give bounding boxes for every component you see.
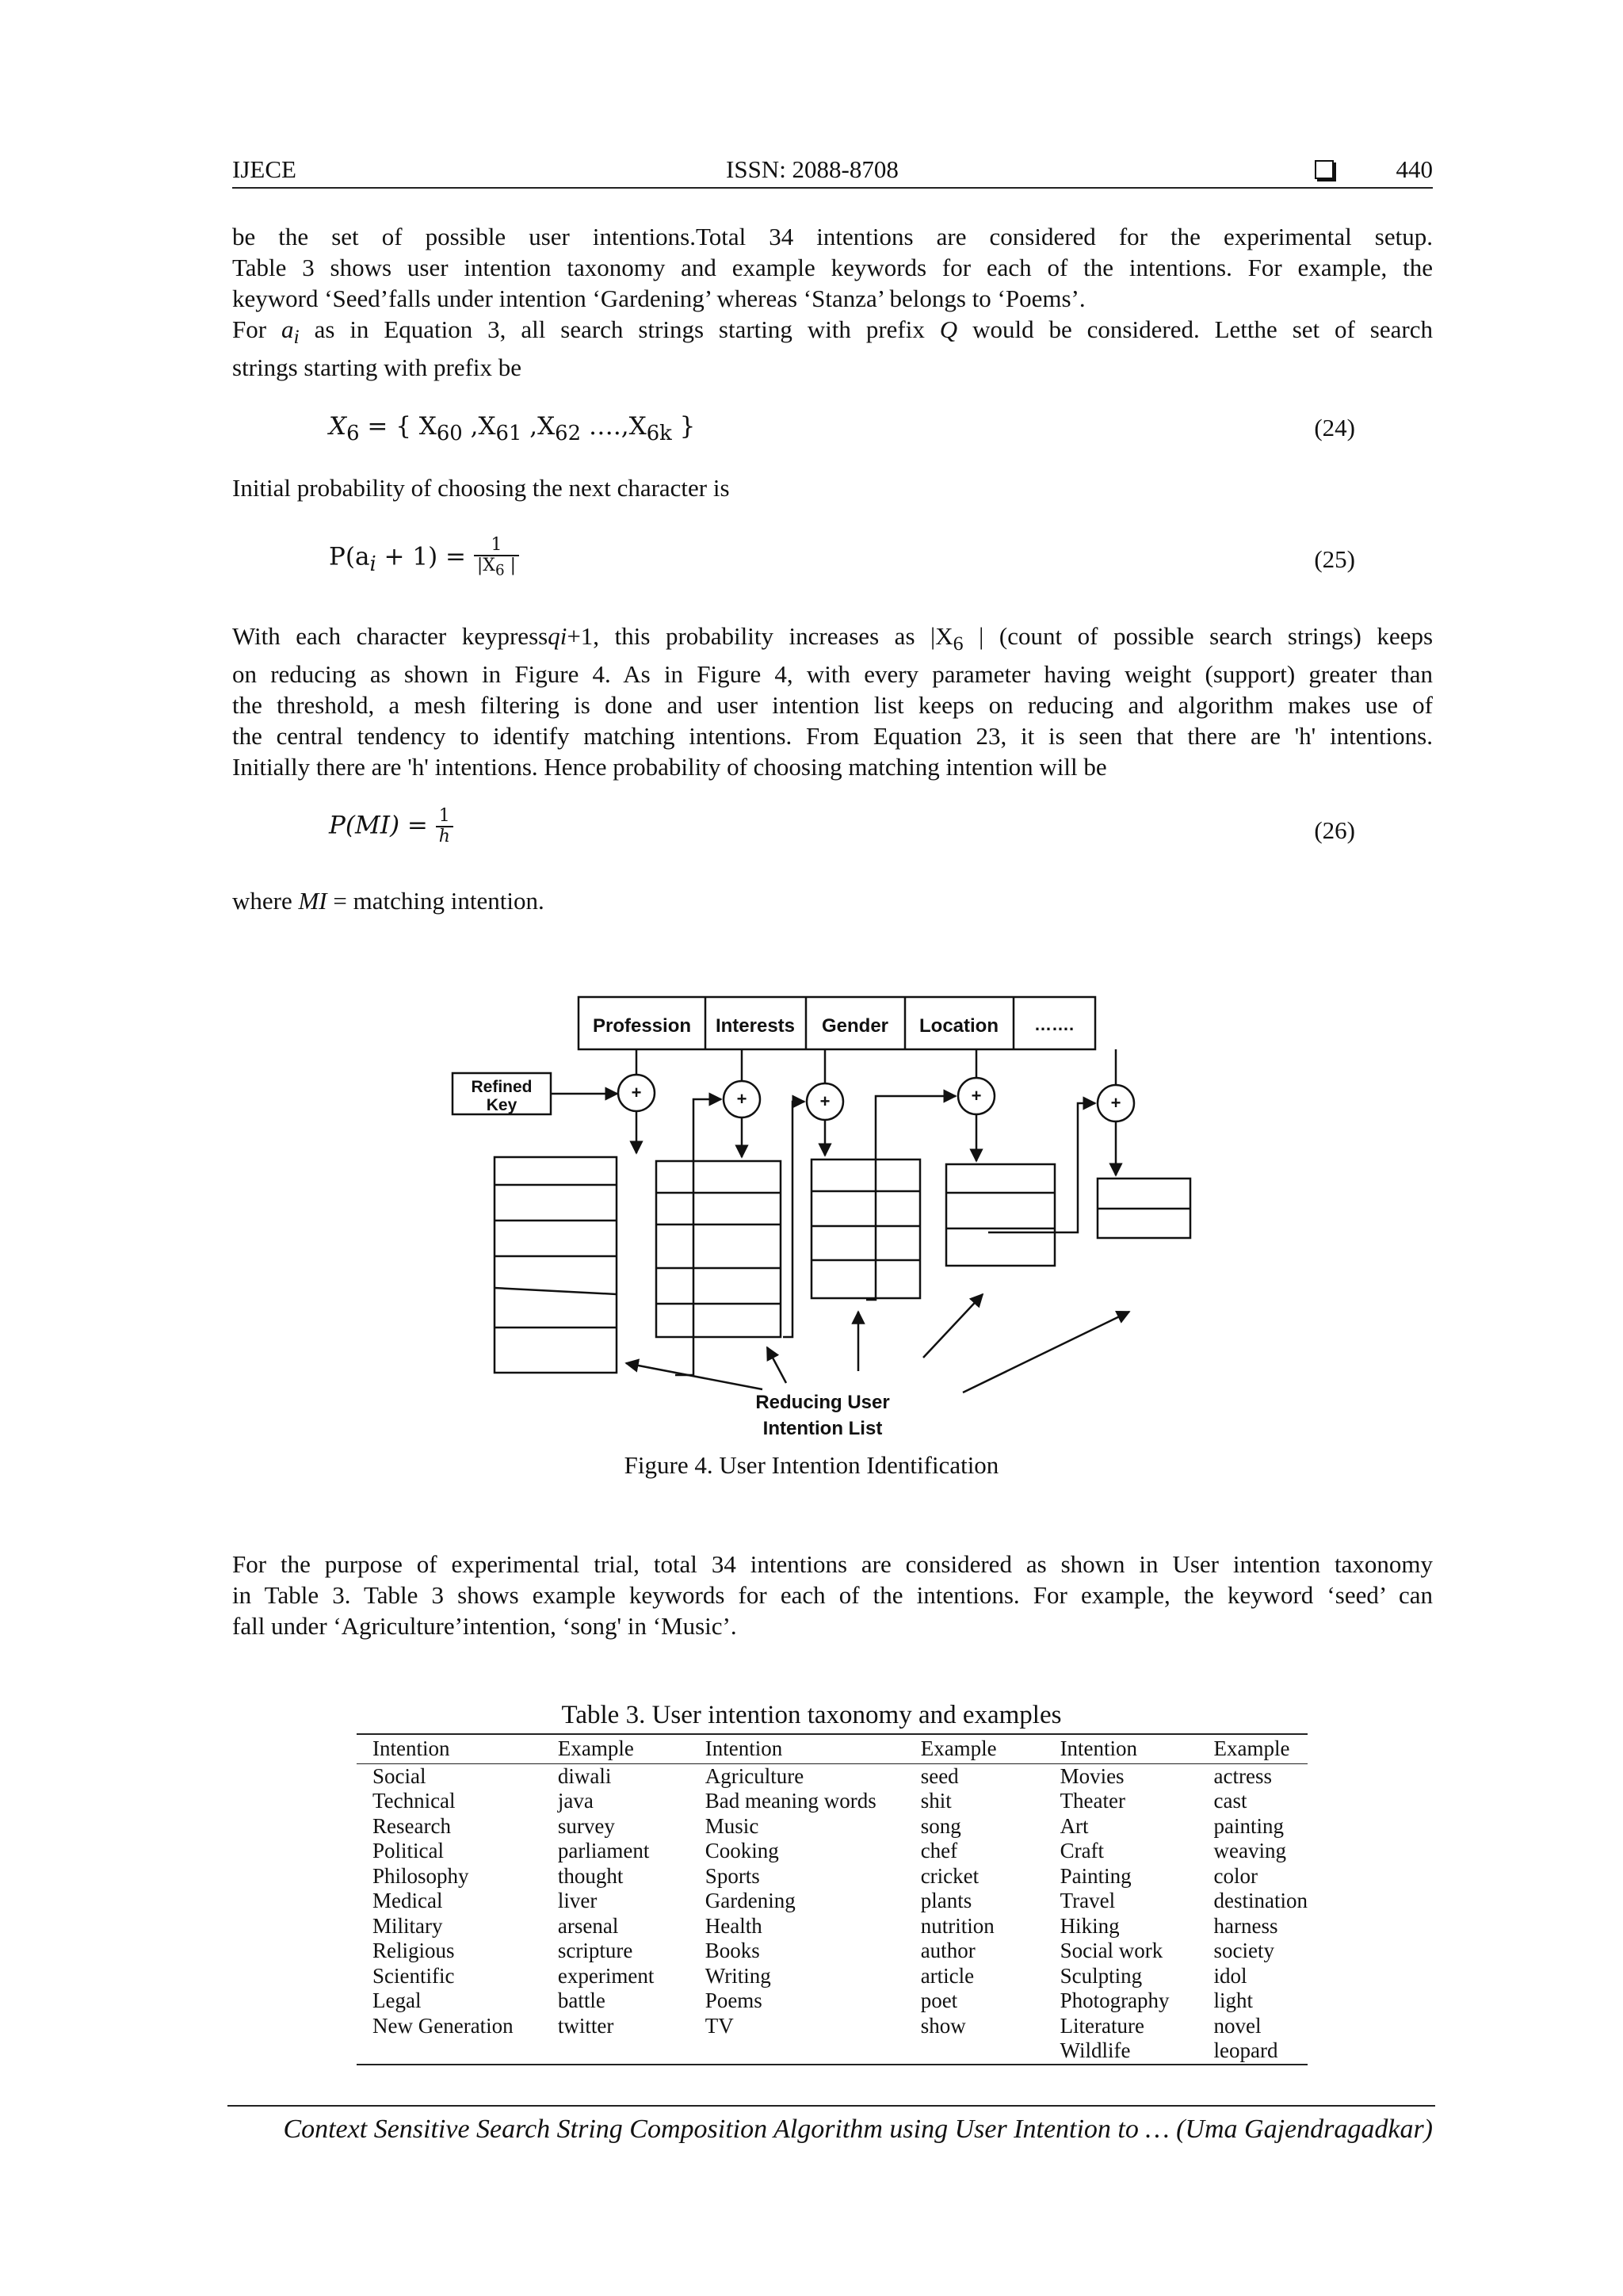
- header-label-gender: Gender: [821, 1015, 889, 1037]
- table-cell: destination: [1213, 1889, 1308, 1912]
- table-cell: color: [1213, 1863, 1258, 1888]
- reducing-label-line1: Reducing User: [755, 1392, 890, 1413]
- text-line: For the purpose of experimental trial, total 34 intentions are considered as shown in User intention taxonomy: [232, 1550, 1433, 1578]
- table-cell: Music: [705, 1813, 759, 1838]
- table-row: [357, 1864, 1308, 1889]
- journal-name: IJECE: [232, 155, 296, 183]
- table-cell: Literature: [1060, 2013, 1144, 2038]
- table-cell: seed: [920, 1763, 959, 1788]
- table-cell: society: [1213, 1939, 1274, 1962]
- table-cell: painting: [1213, 1813, 1285, 1838]
- table-cell: leopard: [1198, 2038, 1308, 2065]
- intention-list-2: [656, 1161, 781, 1337]
- text-line: on reducing as shown in Figure 4. As in Figure 4, with every parameter having weight (support) greater than: [232, 660, 1433, 689]
- table-cell: cast: [1213, 1789, 1247, 1813]
- equation-26: P(MI) = $\frac{1}{h}$: [329, 807, 453, 846]
- text-line: Table 3 shows user intention taxonomy and example keywords for each of the intentions. For example, the: [232, 254, 1433, 281]
- page-number: 440: [1396, 155, 1433, 183]
- table-cell: chef: [920, 1839, 958, 1862]
- table-cell: Research: [372, 1813, 451, 1838]
- table-cell: Medical: [372, 1889, 443, 1912]
- equation-25: $P(a_i + 1)$ = $\frac{1}{|X_6 |}$: [329, 536, 519, 580]
- table-cell: thought: [557, 1863, 624, 1888]
- table-cell: show: [920, 2013, 966, 2038]
- table-cell: arsenal: [557, 1913, 619, 1938]
- table-cell: Painting: [1060, 1863, 1132, 1888]
- table-row: [357, 1964, 1308, 1989]
- table-cell: Bad meaning words: [705, 1789, 876, 1813]
- table-cell: scripture: [557, 1939, 633, 1962]
- table-cell: Photography: [1060, 1988, 1170, 2012]
- table-cell: Gardening: [705, 1889, 796, 1912]
- text-line: Initially there are 'h' intentions. Hence probability of choosing matching intention will be: [232, 753, 1107, 781]
- text-initial-probability: Initial probability of choosing the next character is: [232, 474, 730, 502]
- text-line: strings starting with prefix be: [232, 353, 522, 382]
- table-cell: idol: [1213, 1963, 1247, 1988]
- table-cell: Health: [705, 1913, 762, 1938]
- table-user-intention-taxonomy: [357, 1733, 1308, 2065]
- equation-24: $X_6$ = { $X_{60}$ $,X_{61}$ $,X_{62}$ $\dots.,X_{6k}$ }: [329, 412, 696, 446]
- table-header-cell: Intention: [1044, 1734, 1198, 1763]
- figure-user-intention-identification: [444, 987, 1236, 1446]
- table-cell: New Generation: [372, 2013, 514, 2038]
- table-header-cell: Intention: [357, 1734, 542, 1763]
- table-cell: Social: [372, 1763, 426, 1788]
- reducing-label-line2: Intention List: [762, 1418, 883, 1439]
- table-cell: Social work: [1060, 1939, 1163, 1962]
- table-row: [357, 1839, 1308, 1864]
- table-cell: Political: [372, 1839, 444, 1862]
- figure-caption: Figure 4. User Intention Identification: [624, 1451, 999, 1479]
- running-footer: Context Sensitive Search String Composition Algorithm using User Intention to … (Uma Gajendragadkar): [283, 2115, 1433, 2144]
- refined-key-label-line2: Key: [486, 1096, 517, 1114]
- table-header-cell: Intention: [689, 1734, 905, 1763]
- table-cell: Movies: [1060, 1763, 1125, 1788]
- table-cell: Travel: [1060, 1889, 1116, 1912]
- header-label-interests: Interests: [715, 1015, 796, 1037]
- table-cell: weaving: [1213, 1839, 1286, 1862]
- text-line: keyword ‘Seed’falls under intention ‘Gardening’ whereas ‘Stanza’ belongs to ‘Poems’.: [232, 285, 1086, 312]
- table-cell: Agriculture: [705, 1763, 804, 1788]
- table-cell: shit: [920, 1789, 952, 1813]
- plus-sign-5: +: [1110, 1093, 1121, 1113]
- table-cell: [689, 2038, 905, 2065]
- intention-list-3: [812, 1159, 920, 1298]
- table-cell: cricket: [920, 1863, 980, 1888]
- table-cell: article: [920, 1963, 975, 1988]
- table-cell: survey: [557, 1813, 615, 1838]
- header-label-more: …….: [1033, 1014, 1075, 1034]
- header-label-location: Location: [919, 1015, 999, 1037]
- paragraph-probability: [232, 621, 1433, 782]
- table-cell: [905, 2038, 1044, 2065]
- table-cell: novel: [1213, 2013, 1262, 2038]
- plus-sign-3: +: [819, 1091, 831, 1111]
- table-cell: Hiking: [1060, 1913, 1120, 1938]
- text-line: the threshold, a mesh filtering is done and user intention list keeps on reducing and algorithm makes use of: [232, 691, 1433, 720]
- text-line: the central tendency to identify matching intentions. From Equation 23, it is seen that there are 'h' intentions.: [232, 722, 1433, 751]
- table-cell: Wildlife: [1044, 2038, 1198, 2065]
- footer-rule: [227, 2105, 1435, 2107]
- text-line: fall under ‘Agriculture’intention, ‘song' in ‘Music’.: [232, 1612, 737, 1640]
- table-cell: Sculpting: [1060, 1963, 1143, 1988]
- table-cell: Books: [705, 1939, 760, 1962]
- paragraph-intentions: [232, 221, 1433, 383]
- intention-list-1: [495, 1157, 617, 1373]
- table-cell: parliament: [557, 1839, 650, 1862]
- text-line: be the set of possible user intentions.Total 34 intentions are considered for the experimental setup.: [232, 223, 1433, 250]
- plus-sign-1: +: [631, 1083, 642, 1102]
- equation-number-26: (26): [1314, 816, 1355, 844]
- paragraph-experimental-trial: [232, 1549, 1433, 1641]
- table-row: [357, 1889, 1308, 1914]
- table-header-row: [357, 1734, 1308, 1763]
- equation-number-24: (24): [1314, 414, 1355, 441]
- table-cell: diwali: [557, 1763, 612, 1788]
- table-cell: song: [920, 1813, 961, 1838]
- plus-sign-4: +: [971, 1086, 982, 1106]
- table-cell: Religious: [372, 1939, 455, 1962]
- table-cell: Art: [1060, 1813, 1089, 1838]
- table-cell: Craft: [1060, 1839, 1105, 1862]
- issn: ISSN: 2088-8708: [726, 155, 899, 183]
- checkbox-square-icon: [1315, 160, 1334, 179]
- plus-sign-2: +: [736, 1089, 747, 1109]
- table-cell: Technical: [372, 1789, 456, 1813]
- table-cell: Scientific: [372, 1963, 455, 1988]
- table-row: [357, 1763, 1308, 1789]
- table-cell: Cooking: [705, 1839, 779, 1862]
- table-row: [357, 1939, 1308, 1964]
- table-cell: Military: [372, 1913, 443, 1938]
- header-rule: [232, 187, 1433, 189]
- intention-list-4: [946, 1164, 1055, 1266]
- table-cell: TV: [705, 2013, 734, 2038]
- table-cell: experiment: [557, 1963, 655, 1988]
- table-cell: harness: [1213, 1913, 1278, 1938]
- table-cell: actress: [1213, 1763, 1272, 1788]
- table-cell: Legal: [372, 1988, 422, 2012]
- table-cell: Theater: [1060, 1789, 1125, 1813]
- running-header: [232, 151, 1433, 190]
- table-row: [357, 1914, 1308, 1939]
- table-row: [357, 1789, 1308, 1814]
- table-cell: [357, 2038, 542, 2065]
- table-cell: Writing: [705, 1963, 771, 1988]
- table-cell: author: [920, 1939, 976, 1962]
- table-cell: light: [1213, 1988, 1254, 2012]
- table-cell: Philosophy: [372, 1863, 469, 1888]
- table-cell: plants: [920, 1889, 972, 1912]
- table-cell: Poems: [705, 1988, 762, 2012]
- table-cell: Sports: [705, 1863, 760, 1888]
- table-cell: battle: [557, 1988, 605, 2012]
- table-cell: [542, 2038, 689, 2065]
- table-cell: java: [557, 1789, 594, 1813]
- header-label-profession: Profession: [592, 1015, 692, 1037]
- equation-number-25: (25): [1314, 545, 1355, 573]
- table-header-cell: Example: [1198, 1734, 1308, 1763]
- text-where: where MI = matching intention.: [232, 887, 544, 915]
- table-row: [357, 2014, 1308, 2039]
- text-line: With each character keypressqi+1, this probability increases as $|X_6$ | (count of possible search strings) keeps: [232, 622, 1434, 655]
- text-line: For $a_i$ as in Equation 3, all search strings starting with prefix Q would be considered. Letthe set of search: [232, 315, 1433, 349]
- table-cell: twitter: [557, 2013, 614, 2038]
- table-row: [357, 1814, 1308, 1839]
- text-line: in Table 3. Table 3 shows example keywords for each of the intentions. For example, the keyword ‘seed’ can: [232, 1581, 1433, 1609]
- table-cell: liver: [557, 1889, 598, 1912]
- table-header-cell: Example: [905, 1734, 1044, 1763]
- table-row: [357, 1988, 1308, 2014]
- table-cell: nutrition: [920, 1913, 995, 1938]
- table-header-cell: Example: [542, 1734, 689, 1763]
- table-cell: poet: [920, 1988, 958, 2012]
- table-row: [357, 2038, 1308, 2065]
- table-title: Table 3. User intention taxonomy and examples: [561, 1701, 1062, 1729]
- refined-key-label-line1: Refined: [471, 1078, 533, 1096]
